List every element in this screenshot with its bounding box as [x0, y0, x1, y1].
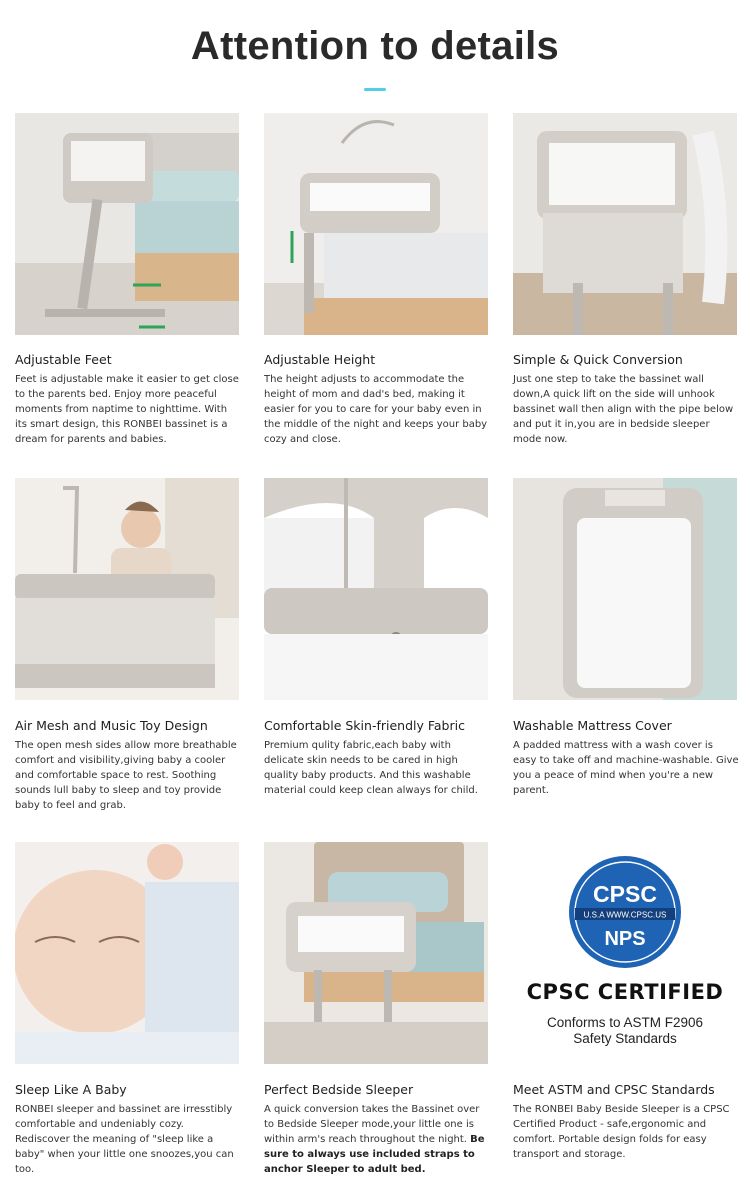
bedside-sleeper-photo: [264, 842, 488, 1064]
feature-description: [264, 1102, 490, 1177]
feature-description: RONBEI sleeper and bassinet are irresstibly comfortable and undeniably cozy. Rediscover the meaning of "sleep like a baby" when your little one snoozes,you can too.: [15, 1104, 234, 1175]
feature-title: Comfortable Skin-friendly Fabric: [264, 718, 465, 733]
feature-safety-warning: Be sure to always use included straps to anchor Sleeper to adult bed.: [264, 1134, 485, 1175]
quick-conversion-photo: [513, 113, 737, 335]
feature-title: Simple & Quick Conversion: [513, 352, 683, 367]
feature-title: Air Mesh and Music Toy Design: [15, 718, 208, 733]
feature-title: Perfect Bedside Sleeper: [264, 1082, 414, 1097]
sleeping-baby-photo: [15, 842, 239, 1064]
cpsc-certification-panel: [513, 842, 737, 1160]
adjustable-height-photo: [264, 113, 488, 335]
cert-title: CPSC CERTIFIED: [526, 980, 724, 1004]
air-mesh-photo: [15, 478, 239, 700]
seal-band-text: U.S.A WWW.CPSC.US: [583, 910, 667, 920]
feature-title: Sleep Like A Baby: [15, 1082, 127, 1097]
cert-line-1: Conforms to ASTM F2906: [546, 1015, 704, 1030]
feature-description: A padded mattress with a wash cover is easy to take off and machine-washable. Give you a peace of mind when you're a new parent.: [513, 740, 739, 796]
adjustable-feet-photo: [15, 113, 239, 335]
feature-title: Washable Mattress Cover: [513, 718, 672, 733]
fabric-photo: [264, 478, 488, 700]
seal-top-text: CPSC: [593, 881, 657, 907]
page-heading: Attention to details: [190, 24, 560, 68]
feature-title: Adjustable Feet: [15, 352, 112, 367]
feature-title: Adjustable Height: [264, 352, 376, 367]
feature-title: Meet ASTM and CPSC Standards: [513, 1082, 715, 1097]
feature-description-text: A quick conversion takes the Bassinet over to Bedside Sleeper mode,your little one is within arm's reach throughout the night.: [264, 1104, 480, 1145]
feature-description: The open mesh sides allow more breathable comfort and visibility,giving baby a cooler and comfortable space to rest. Soothing sounds lull baby to sleep and toy provide baby to feel and grab.: [15, 740, 237, 811]
feature-description: The height adjusts to accommodate the height of mom and dad's bed, making it easier for you to care for your baby even in the middle of the night and keeps your baby cozy and close.: [264, 374, 488, 445]
heading-accent-line: [364, 88, 386, 91]
cpsc-seal-logo: [513, 842, 737, 972]
feature-description: Just one step to take the bassinet wall down,A quick lift on the side will unhook bassinet wall then align with the pipe below and put it in,you are in bedside sleeper mode now.: [513, 374, 734, 445]
feature-description: Feet is adjustable make it easier to get close to the parents bed. Enjoy more peaceful moments from naptime to nighttime. With its smart design, this RONBEI bassinet is a dream for parents and babies.: [15, 374, 239, 445]
feature-description: The RONBEI Baby Beside Sleeper is a CPSC Certified Product - safe,ergonomic and comfort. Portable design folds for easy transport and storage.: [513, 1104, 730, 1160]
feature-description: Premium qulity fabric,each baby with delicate skin needs to be cared in high quality baby products. And this washable material could keep clean always for child.: [264, 740, 478, 796]
washable-cover-photo: [513, 478, 737, 700]
seal-bottom-text: NPS: [604, 928, 646, 950]
cert-line-2: Safety Standards: [573, 1031, 677, 1046]
